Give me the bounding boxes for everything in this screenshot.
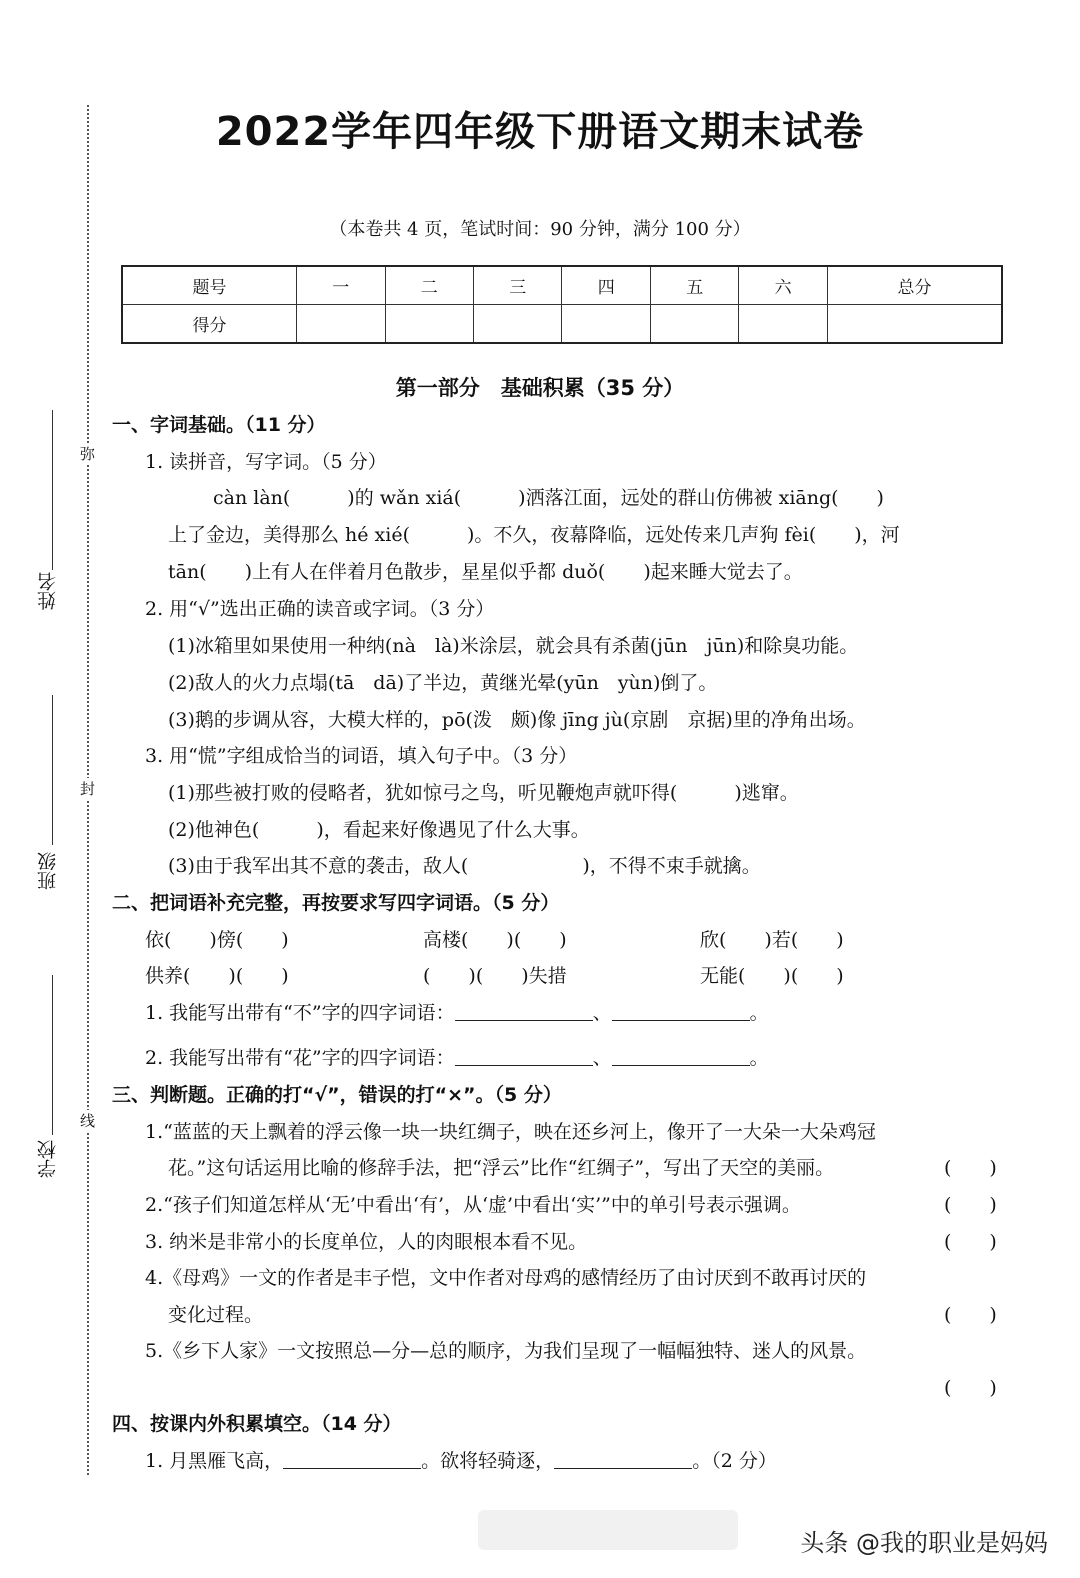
part-heading: 第一部分 基础积累（35 分） <box>395 376 685 400</box>
question-1-3-line: (1)那些被打败的侵略者，犹如惊弓之鸟，听见鞭炮声就吓得( )逃窜。 <box>168 782 799 804</box>
question-2-2 <box>145 1043 769 1070</box>
answer-blank[interactable] <box>283 1467 421 1469</box>
seal-mark-2: 封 <box>80 780 96 798</box>
score-header-cell: 三 <box>473 266 561 305</box>
school-label: 学校 <box>37 1140 59 1178</box>
answer-bracket[interactable]: ( ) <box>944 1231 997 1253</box>
question-1-2-line: (3)鹅的步调从容，大模大样的，pō(泼 颇)像 jīng jù(京剧 京据)里的净角出场。 <box>168 709 866 731</box>
score-header-cell: 四 <box>562 266 650 305</box>
name-label: 姓名 <box>37 572 59 610</box>
word-fill-item: 供养( )( ) <box>145 965 289 987</box>
judge-question-1: 1.“蓝蓝的天上飘着的浮云像一块一块红绸子，映在还乡河上，像开了一大朵一大朵鸡冠 <box>145 1121 876 1143</box>
judge-question-5: 5.《乡下人家》一文按照总—分—总的顺序，为我们呈现了一幅幅独特、迷人的风景。 <box>145 1340 867 1362</box>
question-1-3: 3. 用“慌”字组成恰当的词语，填入句子中。（3 分） <box>145 745 578 767</box>
judge-question-2: 2.“孩子们知道怎样从‘无’中看出‘有’，从‘虚’中看出‘实’”中的单引号表示强调。 <box>145 1194 801 1216</box>
score-cell[interactable] <box>385 305 473 344</box>
answer-bracket[interactable]: ( ) <box>944 1304 997 1326</box>
score-header-cell: 一 <box>297 266 385 305</box>
dun-mark: 、 <box>592 1002 612 1024</box>
answer-bracket[interactable]: ( ) <box>944 1194 997 1216</box>
name-write-line <box>52 410 53 570</box>
seal-mark-3: 线 <box>80 1112 96 1130</box>
word-fill-item: ( )( )失措 <box>423 965 567 987</box>
question-4-1 <box>145 1446 777 1473</box>
answer-blank[interactable] <box>554 1467 692 1469</box>
score-cell[interactable] <box>562 305 650 344</box>
answer-blank[interactable] <box>455 1064 593 1066</box>
judge-question-3: 3. 纳米是非常小的长度单位，人的肉眼根本看不见。 <box>145 1231 588 1253</box>
answer-bracket[interactable]: ( ) <box>944 1157 997 1179</box>
question-2-1-text: 1. 我能写出带有“不”字的四字词语： <box>145 1002 455 1024</box>
judge-question-1-cont: 花。”这句话运用比喻的修辞手法，把“浮云”比作“红绸子”，写出了天空的美丽。 <box>168 1157 835 1179</box>
judge-question-4-cont: 变化过程。 <box>168 1304 264 1326</box>
word-fill-item: 无能( )( ) <box>700 965 844 987</box>
class-write-line <box>52 695 53 845</box>
seal-mark-1: 弥 <box>80 445 96 463</box>
question-1-3-line: (3)由于我军出其不意的袭击，敌人( )，不得不束手就擒。 <box>168 855 761 877</box>
section-1-heading: 一、字词基础。（11 分） <box>112 414 326 436</box>
school-write-line <box>52 975 53 1135</box>
question-1-1: 1. 读拼音，写字词。（5 分） <box>145 451 387 473</box>
score-cell[interactable] <box>473 305 561 344</box>
class-label: 班级 <box>37 852 59 890</box>
question-1-2-line: (2)敌人的火力点塌(tā dā)了半边，黄继光晕(yūn yùn)倒了。 <box>168 672 718 694</box>
question-2-1 <box>145 998 769 1025</box>
question-4-1-text: 。欲将轻骑逐， <box>421 1450 555 1472</box>
score-table-score-row <box>122 305 1002 344</box>
answer-blank[interactable] <box>612 1019 750 1021</box>
dun-mark: 、 <box>592 1047 612 1069</box>
score-header-cell: 题号 <box>122 266 297 305</box>
question-1-1-line: tān( )上有人在伴着月色散步，星星似乎都 duǒ( )起来睡大觉去了。 <box>168 561 803 583</box>
score-cell[interactable] <box>650 305 738 344</box>
word-fill-item: 欣( )若( ) <box>700 929 844 951</box>
exam-subtitle: （本卷共 4 页，笔试时间：90 分钟，满分 100 分） <box>329 219 751 240</box>
period-mark: 。 <box>749 1047 769 1069</box>
question-1-2-line: (1)冰箱里如果使用一种纳(nà là)米涂层，就会具有杀菌(jūn jūn)和除臭功能。 <box>168 635 859 657</box>
blurred-area <box>478 1510 738 1550</box>
word-fill-item: 高楼( )( ) <box>423 929 567 951</box>
score-table-header-row <box>122 266 1002 305</box>
score-header-cell: 总分 <box>827 266 1002 305</box>
answer-bracket[interactable]: ( ) <box>944 1377 997 1399</box>
answer-blank[interactable] <box>612 1064 750 1066</box>
answer-blank[interactable] <box>455 1019 593 1021</box>
period-mark: 。 <box>749 1002 769 1024</box>
exam-title: 2022学年四年级下册语文期末试卷 <box>215 109 865 155</box>
question-4-1-text: 1. 月黑雁飞高， <box>145 1450 284 1472</box>
question-1-2: 2. 用“√”选出正确的读音或字词。（3 分） <box>145 598 495 620</box>
judge-question-4: 4.《母鸡》一文的作者是丰子恺，文中作者对母鸡的感情经历了由讨厌到不敢再讨厌的 <box>145 1267 867 1289</box>
question-1-3-line: (2)他神色( )，看起来好像遇见了什么大事。 <box>168 819 590 841</box>
section-4-heading: 四、按课内外积累填空。（14 分） <box>112 1413 402 1435</box>
question-2-2-text: 2. 我能写出带有“花”字的四字词语： <box>145 1047 455 1069</box>
question-1-1-line: 上了金边，美得那么 hé xié( )。不久，夜幕降临，远处传来几声狗 fèi( )，河 <box>168 524 900 546</box>
score-header-cell: 五 <box>650 266 738 305</box>
score-cell[interactable] <box>297 305 385 344</box>
score-row-label: 得分 <box>122 305 297 344</box>
score-cell[interactable] <box>739 305 827 344</box>
section-3-heading: 三、判断题。正确的打“√”，错误的打“×”。（5 分） <box>112 1084 562 1106</box>
score-table <box>121 265 1003 344</box>
score-header-cell: 二 <box>385 266 473 305</box>
score-header-cell: 六 <box>739 266 827 305</box>
section-2-heading: 二、把词语补充完整，再按要求写四字词语。（5 分） <box>112 892 560 914</box>
score-cell[interactable] <box>827 305 1002 344</box>
question-1-1-line: càn làn( )的 wǎn xiá( )洒落江面，远处的群山仿佛被 xiāng( ) <box>213 487 884 509</box>
watermark: 头条 @我的职业是妈妈 <box>800 1529 1048 1557</box>
question-4-1-text: 。（2 分） <box>692 1450 777 1472</box>
word-fill-item: 依( )傍( ) <box>145 929 289 951</box>
